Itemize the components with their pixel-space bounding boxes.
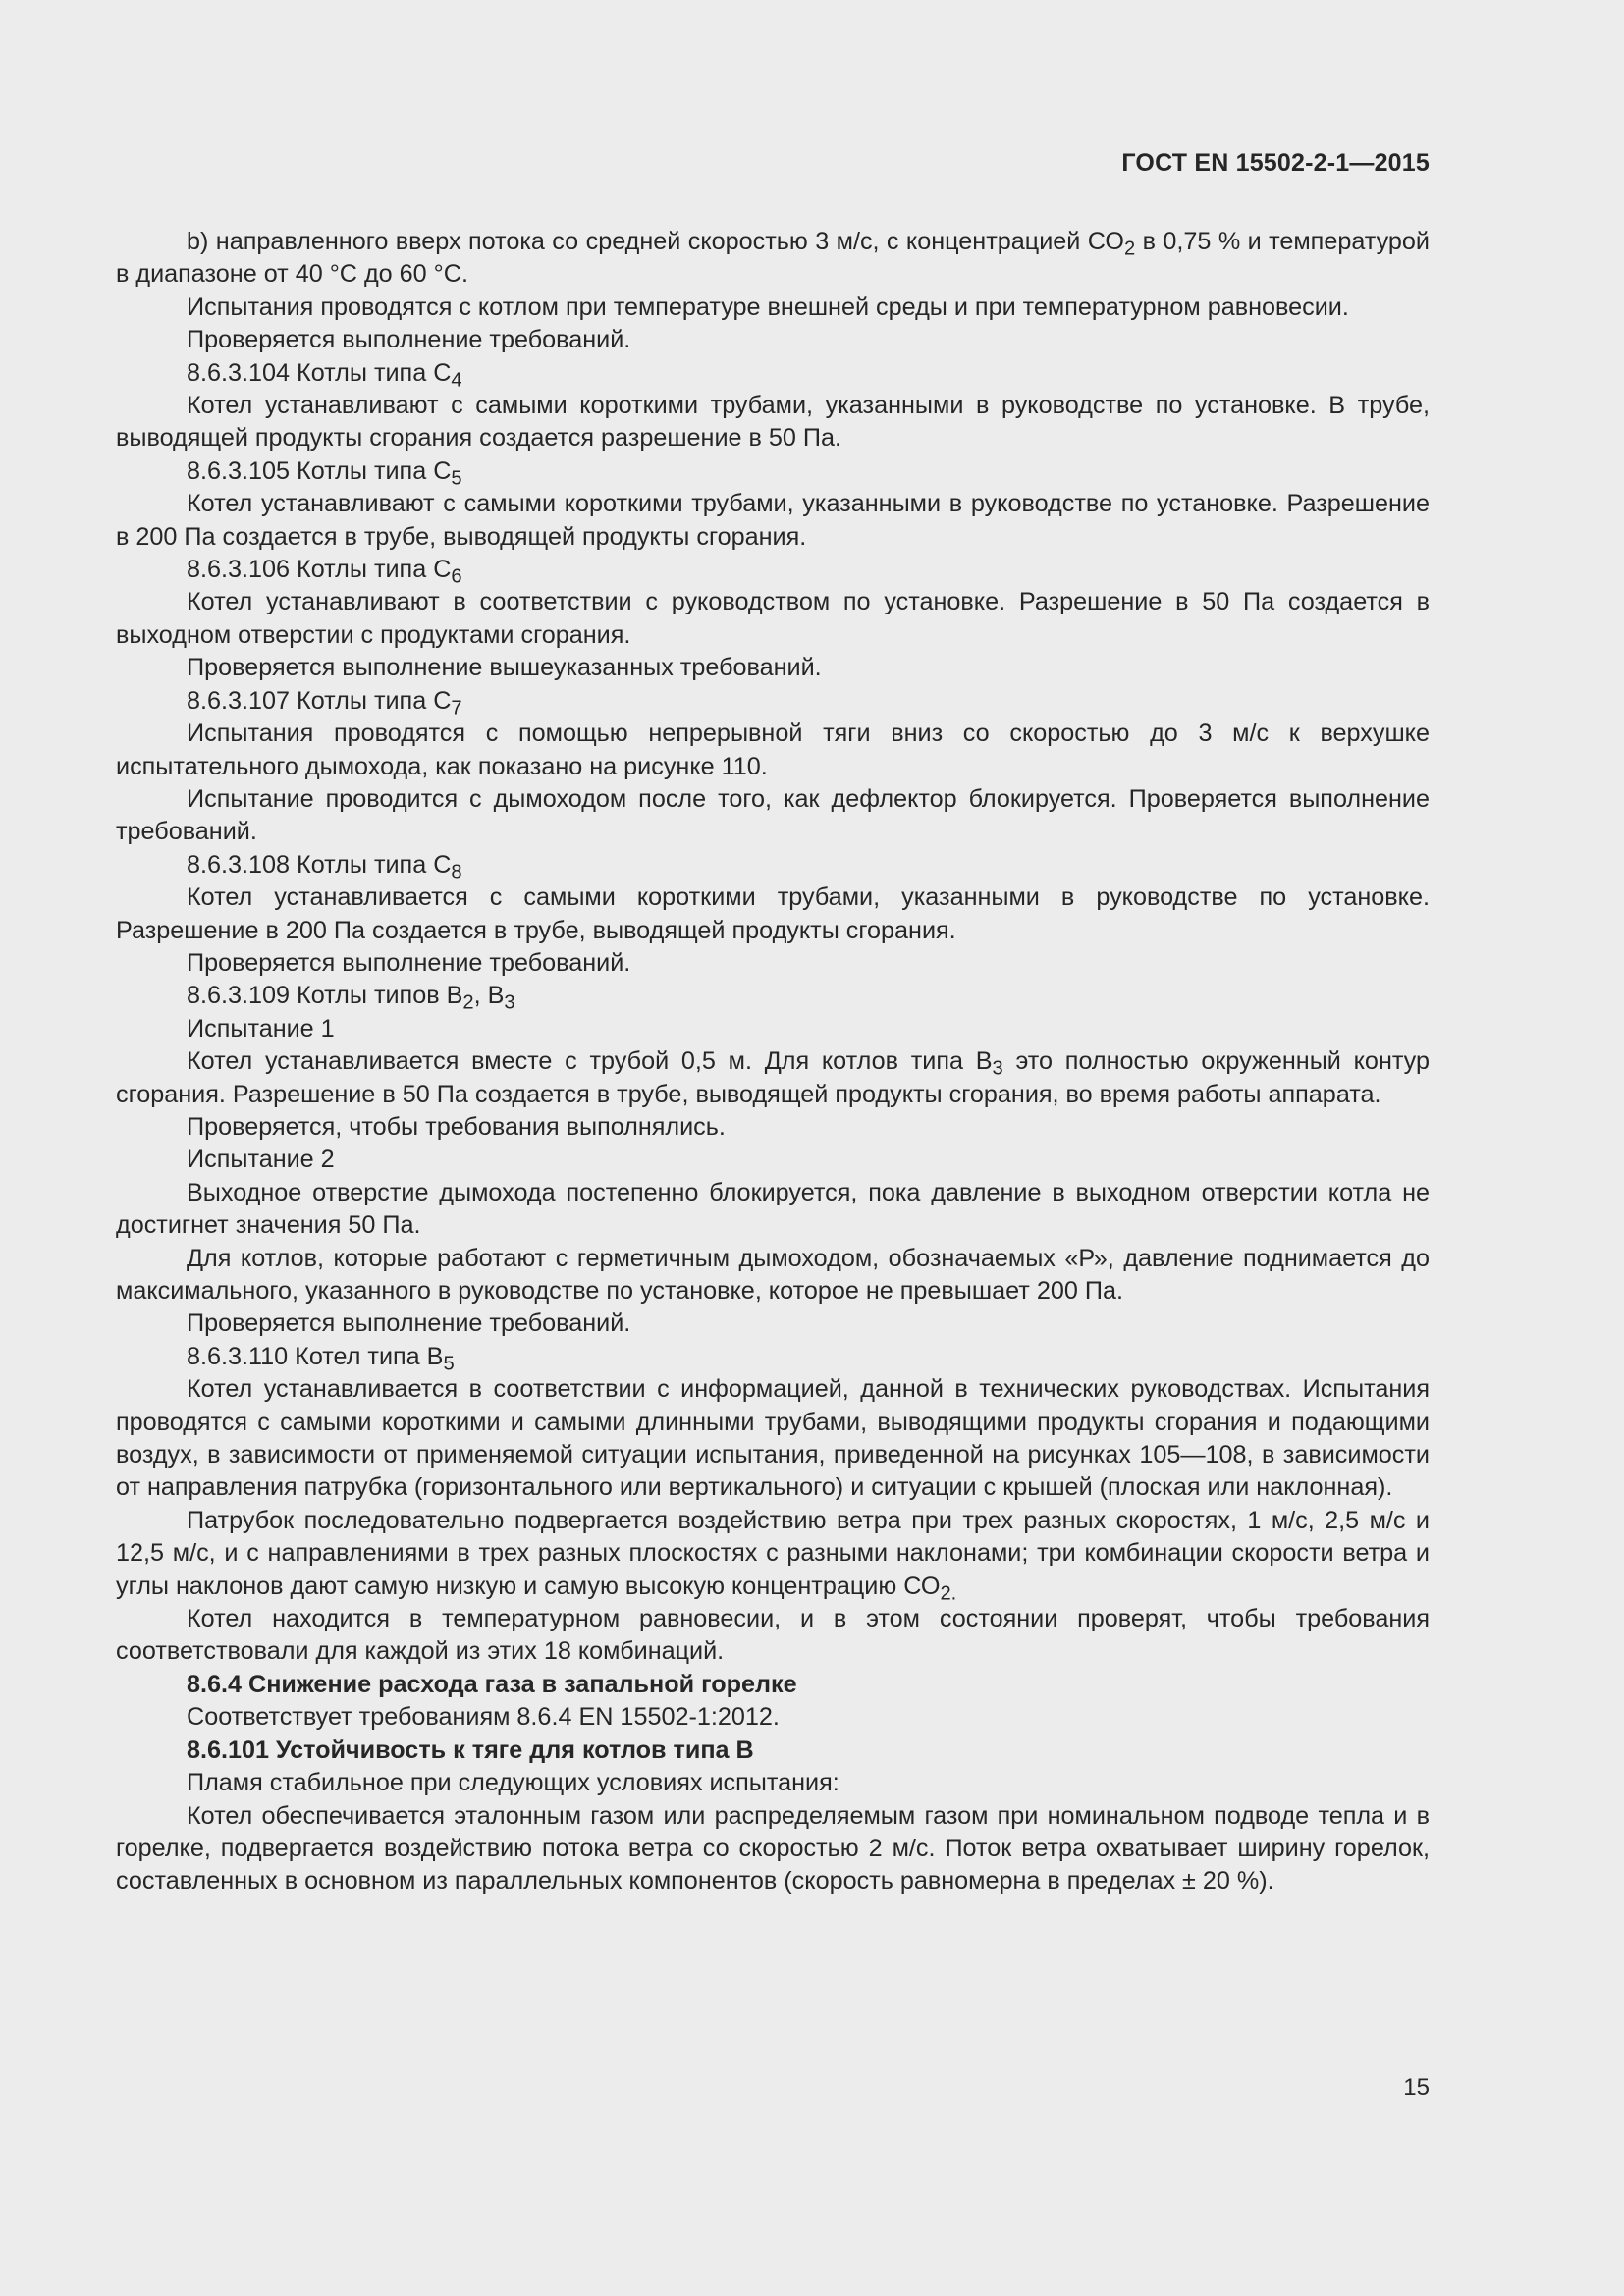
paragraph-text: 8.6.3.107 Котлы типа С bbox=[187, 686, 452, 715]
paragraph bbox=[116, 390, 1430, 455]
paragraph bbox=[116, 357, 1430, 390]
subscript: 8 bbox=[451, 861, 462, 883]
paragraph bbox=[116, 685, 1430, 718]
paragraph bbox=[116, 1111, 1430, 1144]
paragraph-text: Испытание проводится с дымоходом после того, как дефлектор блокируется. Проверяется выполнение требований. bbox=[116, 784, 1430, 846]
paragraph-text: Соответствует требованиям 8.6.4 EN 15502-1:2012. bbox=[187, 1703, 780, 1732]
subscript: 5 bbox=[451, 467, 462, 490]
paragraph-text: 8.6.3.109 Котлы типов В bbox=[187, 982, 463, 1010]
document-header: ГОСТ EN 15502-2-1—2015 bbox=[1121, 149, 1430, 177]
subscript: 7 bbox=[451, 697, 462, 720]
section-heading bbox=[116, 1735, 1430, 1767]
paragraph-text: 8.6.3.105 Котлы типа С bbox=[187, 456, 452, 485]
paragraph-text: в 0,75 % и температурой в диапазоне от 40 °С до 60 °С. bbox=[116, 228, 1430, 289]
paragraph bbox=[116, 1373, 1430, 1505]
paragraph-text: 8.6.3.104 Котлы типа С bbox=[187, 358, 452, 387]
paragraph-text: 8.6.101 Устойчивость к тяге для котлов типа В bbox=[187, 1735, 754, 1764]
paragraph-text: Котел устанавливается с самыми короткими трубами, указанными в руководстве по установке. Разрешение в 200 Па создается в трубе, выводящей продукты сгорания. bbox=[116, 883, 1430, 944]
paragraph bbox=[116, 1045, 1430, 1111]
paragraph bbox=[116, 455, 1430, 488]
paragraph-text: Котел находится в температурном равновесии, и в этом состоянии проверят, чтобы требования соответствовали для каждой из этих 18 комбинаций. bbox=[116, 1605, 1430, 1666]
paragraph-text: Испытания проводятся с помощью непрерывной тяги вниз со скоростью до 3 м/с к верхушке испытательного дымохода, как показано на рисунке 110. bbox=[116, 720, 1430, 780]
paragraph-text: Котел устанавливают в соответствии с руководством по установке. Разрешение в 50 Па создается в выходном отверстии с продуктами сгорания. bbox=[116, 588, 1430, 649]
page-number: 15 bbox=[1403, 2074, 1430, 2101]
paragraph bbox=[116, 718, 1430, 783]
paragraph bbox=[116, 1341, 1430, 1373]
subscript: 2 bbox=[1123, 238, 1136, 260]
paragraph-text: 8.6.3.108 Котлы типа С bbox=[187, 850, 452, 879]
paragraph-text: Для котлов, которые работают с герметичным дымоходом, обозначаемых «Р», давление поднимается до максимального, указанного в руководстве по установке, которое не превышает 200 Па. bbox=[116, 1244, 1430, 1305]
paragraph-text: Испытания проводятся с котлом при температуре внешней среды и при температурном равновесии. bbox=[187, 293, 1349, 321]
paragraph bbox=[116, 980, 1430, 1012]
paragraph bbox=[116, 849, 1430, 881]
paragraph-text: Проверяется выполнение требований. bbox=[187, 326, 631, 354]
paragraph-text: Испытание 2 bbox=[187, 1146, 335, 1174]
paragraph bbox=[116, 586, 1430, 652]
paragraph bbox=[116, 881, 1430, 947]
paragraph-text: , В bbox=[473, 982, 505, 1010]
subscript: 6 bbox=[451, 565, 462, 588]
paragraph-text: Котел обеспечивается эталонным газом или распределяемым газом при номинальном подводе тепла и в горелке, подвергается воздействию потока ветра со скоростью 2 м/с. Поток ветра охватывает ширину горелок, составленных в основном из параллельных компонентов (скорость равномерна в пределах ± 20 %). bbox=[116, 1801, 1430, 1896]
paragraph-text: 8.6.3.106 Котлы типа С bbox=[187, 556, 452, 584]
paragraph bbox=[116, 554, 1430, 586]
subscript: 3 bbox=[992, 1057, 1003, 1080]
paragraph-text: Проверяется выполнение вышеуказанных требований. bbox=[187, 654, 822, 682]
paragraph bbox=[116, 1505, 1430, 1603]
paragraph-text: Проверяется выполнение требований. bbox=[187, 1309, 631, 1338]
paragraph bbox=[116, 783, 1430, 849]
paragraph bbox=[116, 226, 1430, 292]
paragraph bbox=[116, 292, 1430, 324]
paragraph-text: Пламя стабильное при следующих условиях испытания: bbox=[187, 1769, 839, 1797]
paragraph bbox=[116, 1013, 1430, 1045]
paragraph-text: b) направленного вверх потока со средней скоростью 3 м/с, с концентрацией СО bbox=[187, 228, 1124, 255]
paragraph bbox=[116, 1701, 1430, 1734]
paragraph bbox=[116, 947, 1430, 980]
paragraph-text: Котел устанавливают с самыми короткими трубами, указанными в руководстве по установке. Разрешение в 200 Па создается в трубе, выводящей продукты сгорания. bbox=[116, 490, 1430, 551]
paragraph bbox=[116, 652, 1430, 684]
subscript: 5 bbox=[443, 1353, 455, 1375]
subscript: 2. bbox=[940, 1582, 957, 1605]
paragraph-text: это полностью окруженный контур сгорания. Разрешение в 50 Па создается в трубе, выводящей продукты сгорания, во время работы аппарата. bbox=[116, 1047, 1430, 1108]
paragraph bbox=[116, 1144, 1430, 1176]
paragraph-text: Котел устанавливается вместе с трубой 0,5 м. Для котлов типа В bbox=[187, 1047, 993, 1076]
section-heading bbox=[116, 1669, 1430, 1701]
paragraph-text: Котел устанавливается в соответствии с информацией, данной в технических руководствах. Испытания проводятся с самыми короткими и самыми длинными трубами, выводящими продукты сгорания и подающими воздух, в зависимости от применяемой ситуации испытания, приведенной на рисунках 105—108, в зависимости от направления патрубка (горизонтального или вертикального) и ситуации с крышей (плоская или наклонная). bbox=[116, 1375, 1430, 1502]
subscript: 2 bbox=[462, 991, 474, 1014]
paragraph bbox=[116, 1308, 1430, 1340]
paragraph bbox=[116, 1177, 1430, 1243]
paragraph bbox=[116, 1603, 1430, 1669]
paragraph bbox=[116, 1767, 1430, 1799]
paragraph-text: Проверяется, чтобы требования выполнялись. bbox=[187, 1112, 726, 1141]
paragraph-text: Выходное отверстие дымохода постепенно блокируется, пока давление в выходном отверстии котла не достигнет значения 50 Па. bbox=[116, 1178, 1430, 1240]
paragraph bbox=[116, 488, 1430, 554]
paragraph-text: Котел устанавливают с самыми короткими трубами, указанными в руководстве по установке. В трубе, выводящей продукты сгорания создается разрешение в 50 Па. bbox=[116, 392, 1430, 453]
paragraph-text: 8.6.4 Снижение расхода газа в запальной горелке bbox=[187, 1670, 797, 1698]
paragraph-text: 8.6.3.110 Котел типа В bbox=[187, 1342, 444, 1370]
paragraph-text: Патрубок последовательно подвергается воздействию ветра при трех разных скоростях, 1 м/с, 2,5 м/с и 12,5 м/с, и с направлениями в трех разных плоскостях с разными наклонами; три комбинации скорости ветра и углы наклонов дают самую низкую и самую высокую концентрацию СО bbox=[116, 1506, 1430, 1600]
paragraph bbox=[116, 1243, 1430, 1308]
paragraph bbox=[116, 1800, 1430, 1898]
paragraph bbox=[116, 324, 1430, 356]
document-body bbox=[116, 226, 1430, 1898]
subscript: 3 bbox=[504, 991, 515, 1014]
paragraph-text: Испытание 1 bbox=[187, 1014, 335, 1042]
paragraph-text: Проверяется выполнение требований. bbox=[187, 948, 631, 977]
subscript: 4 bbox=[451, 369, 462, 392]
